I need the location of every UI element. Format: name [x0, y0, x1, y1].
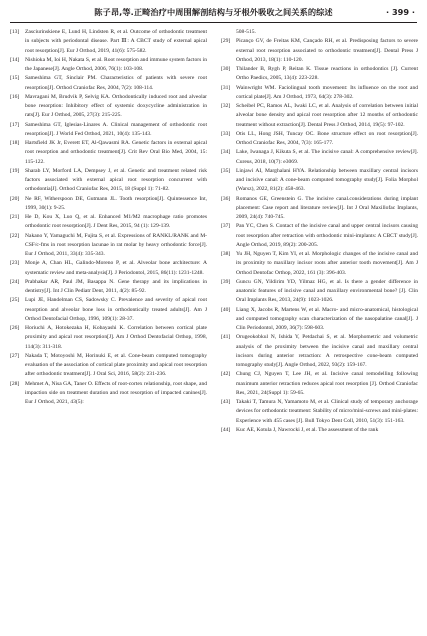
reference-entry	[221, 130, 418, 149]
reference-entry	[10, 139, 207, 167]
reference-text: Kuc AE, Kotula J, Nawrocki J, et al. The assessment of the rank	[236, 426, 379, 433]
reference-number: [34]	[221, 149, 231, 156]
reference-text: Sameshima GT, Iglesias-Linares A. Clinical management of orthodontic root resorption[J]. J World Fed Orthod, 2021, 10(4): 135-143.	[25, 121, 207, 137]
reference-number: [28]	[10, 380, 20, 387]
reference-entry	[221, 84, 418, 103]
reference-column-right	[221, 28, 418, 435]
reference-text: Mehmet A, Nisa GA, Taner O. Effects of root-cortex relationship, root shape, and impaction side on treatment duration and root resorption of impacted canines[J]. Eur J Orthod, 2021, 43(5):	[25, 380, 207, 405]
reference-text: Picanço GV, de Freitas KM, Cançado RH, et al. Predisposing factors to severe external root resorption associated to orthodontic treatment[J]. Dental Press J Orthod, 2013, 18(1): 110-120.	[236, 38, 418, 63]
running-header	[10, 7, 417, 21]
reference-number: [32]	[221, 103, 231, 109]
reference-entry	[10, 74, 207, 93]
reference-text: Lake, Iwanaga J, Kikuta S, et al. The incisive canal: A comprehensive review[J]. Cureus, 2018, 10(7): e3069.	[236, 149, 418, 165]
reference-number: [17]	[10, 121, 20, 128]
reference-number: [43]	[221, 399, 231, 405]
reference-number: [29]	[221, 38, 231, 45]
reference-entry	[221, 167, 418, 195]
reference-text: Sameshima GT, Sinclair PM. Characteristics of patients with severe root resorption[J]. Orthod Craniofac Res, 2004, 7(2): 108-114.	[25, 75, 207, 91]
reference-text: Liang X, Jacobs R, Martens W, et al. Macro- and micro-anatomical, histological and computed tomography scan characterization of the nasopalatine canal[J]. J Clin Periodontol, 2009, 36(7): 598-603.	[236, 306, 418, 331]
reference-entry	[221, 426, 418, 435]
reference-entry	[10, 232, 207, 260]
reference-entry	[10, 380, 207, 408]
reference-text: Yu JH, Nguyen T, Kim YI, et al. Morphologic changes of the incisive canal and its proximity to maxillary incisor roots after anterior tooth movement[J]. Am J Orthod Dentofac Orthop, 2022, 161 (3): 396-403.	[236, 251, 418, 276]
reference-entry	[10, 352, 207, 380]
reference-text: Sharab LY, Morford LA, Dempsey J, et al. Genetic and treatment related risk factors associated with external apical root resorption concurrent with orthodontia[J]. Orthod Craniofac Res, 2015, 18 (Suppl 1): 71-82.	[25, 167, 207, 193]
reference-entry	[10, 296, 207, 324]
reference-text: Thilander B, Rygh P, Reitan K. Tissue reactions in orthodontics [J]. Current Ortho Paedics, 2005, 13(4): 223-228.	[236, 66, 418, 82]
reference-entry	[221, 148, 418, 167]
reference-entry	[10, 278, 207, 297]
reference-text: Linjawi AI, Marghalani HYA. Relationship between maxillary central incisors and incisive canal: A cone-beam computed tomography study[J]. Folia Morphol (Warsz), 2022, 81(2): 458-463.	[236, 167, 418, 193]
reference-number: [26]	[10, 325, 20, 331]
reference-number: [35]	[221, 167, 231, 174]
reference-text: Guncu GN, Yildirim YD, Yilmaz HG, et al. Is there a gender difference in anatomic features of incisive canal and maxillary environmental bone? [J]. Clin Oral Implants Res, 2013, 24(9): 1023-1026.	[236, 278, 418, 304]
reference-number: [19]	[10, 167, 20, 174]
page-number: · 399 ·	[385, 7, 415, 17]
reference-number: [38]	[221, 251, 231, 257]
reference-entry	[221, 306, 418, 334]
reference-text: Zasciurinskiene E, Lund H, Lindsten R, et al. Outcome of orthodontic treatment in subjects with periodontal disease. Part Ⅲ: A CBCT study of external apical root resorption[J]. Eur J Orthod, 2019, 41(6): 575-582.	[25, 29, 207, 54]
reference-text: Horiuchi A, Hotokezaka H, Kobayashi K. Correlation between cortical plate proximity and apical root resorption[J]. Am J Orthod Dentofacial Orthop, 1998, 114(3): 311-318.	[25, 325, 207, 350]
reference-text: Nakada T, Motoyoshi M, Horinuki E, et al. Cone-beam computed tomography evaluation of the association of cortical plate proximity and apical root resorption after orthodontic treatment[J]. J Oral Sci, 2016, 58(2): 231-236.	[25, 352, 207, 378]
reference-entry	[221, 278, 418, 306]
reference-number: [25]	[10, 297, 20, 304]
reference-text: Wainwright WM. Faciolingual tooth movement: Its influence on the root and cortical plate[J]. Am J Orthod, 1973, 64(3): 278-302.	[236, 84, 418, 100]
reference-number: [31]	[221, 84, 231, 91]
reference-number: [30]	[221, 66, 231, 72]
reference-entry	[221, 222, 418, 250]
reference-number: [42]	[221, 371, 231, 378]
reference-entry	[221, 102, 418, 130]
reference-column-left	[10, 28, 207, 407]
reference-entry	[221, 250, 418, 278]
reference-text: He D, Kou X, Luo Q, et al. Enhanced M1/M2 macrophage ratio promotes orthodontic root resorption[J]. J Dent Res, 2015, 94 (1): 129-139.	[25, 214, 207, 230]
reference-entry	[221, 333, 418, 370]
reference-number: [21]	[10, 214, 20, 220]
reference-text: Romanos GE, Greenstein G. The incisive canal.considerations during implant placement: Case report and literature review[J]. Int J Oral Maxillofac Implants, 2009, 24(4): 740-745.	[236, 195, 418, 220]
reference-text: Lupi JE, Handelman CS, Sadowsky C. Prevalence and severity of apical root resorption and alveolar bone loss in orthodontically treated adults[J]. Am J Orthod Dentofacial Orthop, 1996, 109(1): 28-37.	[25, 297, 207, 322]
reference-number: [27]	[10, 352, 20, 359]
reference-number: [18]	[10, 140, 20, 146]
reference-number: [40]	[221, 306, 231, 313]
reference-number: [15]	[10, 75, 20, 82]
header-rule	[10, 22, 417, 23]
reference-number: [41]	[221, 334, 231, 341]
reference-number: [13]	[10, 29, 20, 35]
reference-entry	[10, 93, 207, 121]
reference-entry	[10, 56, 207, 75]
reference-entry	[10, 213, 207, 232]
reference-text: 508-515.	[236, 29, 256, 35]
reference-number: [36]	[221, 195, 231, 202]
reference-text: Pan YC, Chen S. Contact of the incisive canal and upper central incisors causing root resorption after retraction with orthodontic mini-implants: A CBCT study[J]. Angle Orthod, 2019, 89(2): 200-205.	[236, 223, 418, 248]
reference-text: Prabhakar AR, Paul JM, Basappa N. Gene therapy and its implications in dentistry[J]. Int J Clin Pediatr Dent, 2011, 4(2): 85-92.	[25, 278, 207, 294]
reference-entry	[10, 259, 207, 278]
reference-entry	[10, 28, 207, 56]
reference-text: Hartsfield JK Jr, Everett ET, Al-Qawasmi RA. Genetic factors in external apical root resorption and orthodontic treatment[J]. Crit Rev Oral Bio Med, 2004, 15: 115-122.	[25, 140, 207, 165]
reference-entry	[10, 324, 207, 352]
reference-entry	[10, 167, 207, 195]
reference-number: [44]	[221, 426, 231, 433]
reference-entry	[221, 370, 418, 398]
reference-number: [23]	[10, 260, 20, 267]
reference-text: Nishioka M, Ioi H, Nakata S, et al. Root resorption and immune system factors in the Japanese[J]. Angle Orthod, 2006, 76(1): 103-108.	[25, 56, 207, 72]
reference-number: [39]	[221, 278, 231, 285]
reference-entry	[221, 28, 418, 37]
reference-entry	[221, 195, 418, 223]
running-title: 陈子昂,等.正畸治疗中周围解剖结构与牙根外吸收之间关系的综述	[94, 7, 333, 17]
reference-entry	[221, 37, 418, 65]
reference-text: Nakano Y, Yamaguchi M, Fujita S, et al. Expressions of RANKL/RANK and M-CSF/c-fms in root resorption lacunae in rat molar by heavy orthodontic force[J]. Eur J Orthod, 2011, 33(4): 335-343.	[25, 232, 207, 257]
reference-number: [22]	[10, 232, 20, 239]
reference-text: Takaki T, Tamura N, Yamamoto M, et al. Clinical study of temporary anchorage devices for orthodontic treatment: Stability of micro/mini-screws and mini-plates: Experience with 455 cases [J]. Bull Tokyo Dent Coll, 2010, 51(3): 151-163.	[236, 399, 418, 424]
reference-number: [37]	[221, 223, 231, 230]
reference-text: Otis LL, Hong JSH, Tuncay OC. Bone structure effect on root resorption[J]. Orthod Craniofac Res, 2004, 7(3): 165-177.	[236, 130, 418, 146]
reference-number: [14]	[10, 56, 20, 63]
reference-text: Mavragani M, Brudvik P, Selvig KA. Orthodontically induced root and alveolar bone resorption: Inhibitory effect of systemic doxycycline administration in rats[J]. Eur J Orthod, 2005, 27(3): 215-225.	[25, 93, 207, 119]
reference-entry	[221, 398, 418, 426]
reference-entry	[10, 195, 207, 214]
reference-text: Monje A, Chan HL, Galindo-Moreno P, et al. Alveolar bone architecture: A systematic review and meta-analysis[J]. J Periodontol, 2015, 86(11): 1231-1248.	[25, 260, 207, 276]
reference-text: Orugeokobkul N, Ishida Y, Petdachai S, et al. Morphometric and volumetric analysis of the proximity between the incisive canal and maxillary central incisors during anterior retraction: A retrospective cone-beam computed tomography study[J]. Angle Orthod, 2022, 93(2): 159-167.	[236, 334, 418, 368]
reference-number: [33]	[221, 130, 231, 137]
reference-text: Chung CJ, Nguyen T, Lee JH, et al. Incisive canal remodelling following maximum anterior retraction reduces apical root resorption [J]. Orthod Craniofac Res, 2021, 24(Suppl 1): 59-65.	[236, 371, 418, 396]
reference-entry	[10, 121, 207, 140]
reference-number: [24]	[10, 278, 20, 285]
reference-text: Ne RF, Witherspoon DE, Gutmann JL. Tooth resorption[J]. Quintessence Int, 1999, 30(1): 9-25.	[25, 195, 207, 211]
reference-number: [16]	[10, 93, 20, 100]
reference-number: [20]	[10, 195, 20, 202]
reference-entry	[221, 65, 418, 84]
reference-text: Scheibel PC, Ramos AL, Iwaki LC, et al. Analysis of correlation between initial alveolar bone density and apical root resorption after 12 months of orthodontic treatment without extraction[J]. Dental Press J Orthod, 2014, 19(5): 97-102.	[236, 103, 418, 128]
